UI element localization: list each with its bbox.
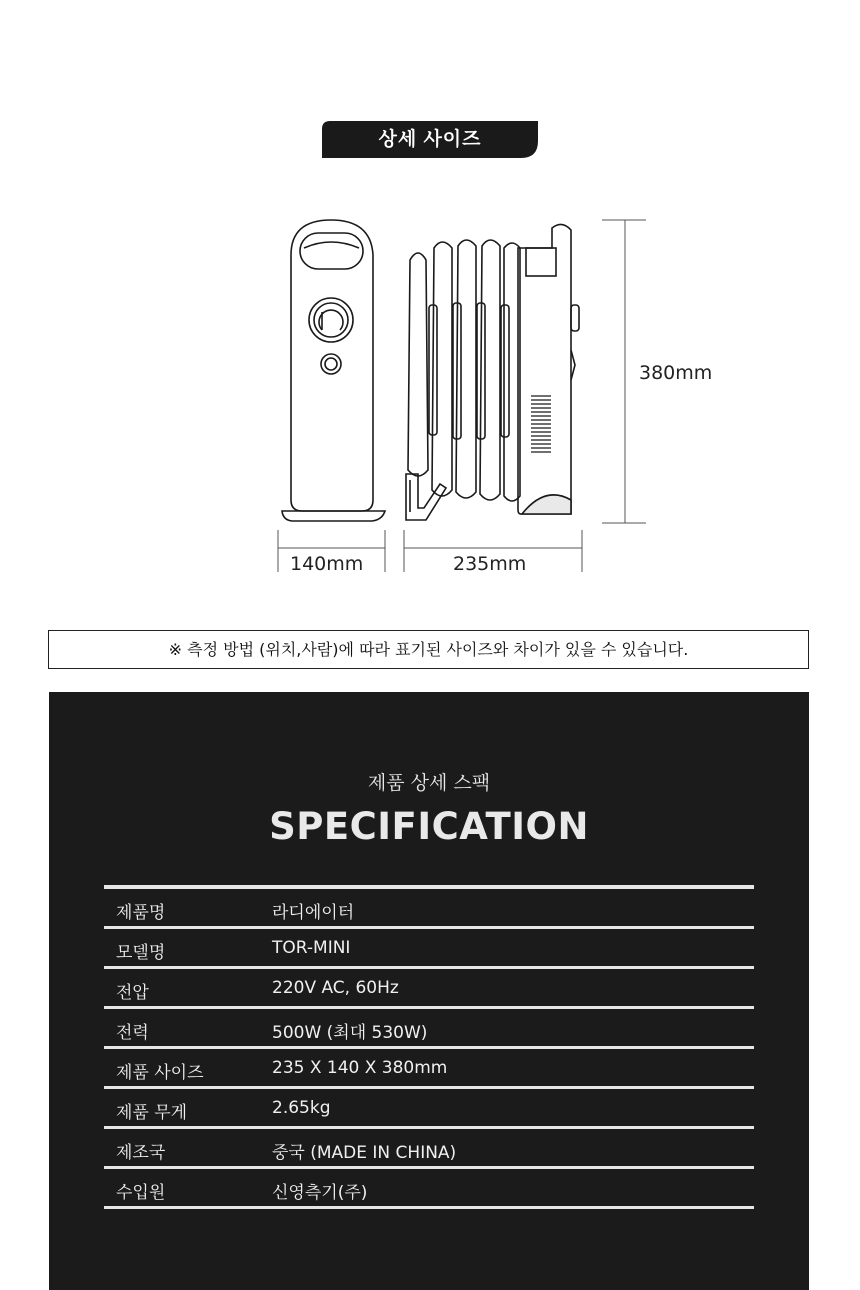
spec-value: 220V AC, 60Hz <box>272 978 399 998</box>
spec-row-power <box>104 1009 754 1049</box>
spec-row-product-name <box>104 889 754 929</box>
spec-row-weight <box>104 1089 754 1129</box>
spec-row-size <box>104 1049 754 1089</box>
spec-value: 500W (최대 530W) <box>272 1023 428 1043</box>
spec-key: 수입원 <box>116 1183 166 1203</box>
depth-dimension-label: 235mm <box>453 553 527 575</box>
front-view <box>282 220 385 521</box>
spec-value: 중국 (MADE IN CHINA) <box>272 1143 457 1163</box>
spec-value: 신영측기(주) <box>272 1183 368 1203</box>
spec-key: 제품 사이즈 <box>116 1063 204 1083</box>
spec-row-model <box>104 929 754 969</box>
height-dimension-label: 380mm <box>639 362 713 384</box>
section-badge <box>322 121 538 158</box>
side-view <box>406 224 579 520</box>
spec-table <box>104 885 754 1209</box>
spec-subtitle: 제품 상세 스팩 <box>367 772 491 794</box>
spec-panel <box>49 692 809 1290</box>
badge-label: 상세 사이즈 <box>378 129 482 150</box>
spec-key: 제품 무게 <box>116 1103 188 1123</box>
spec-value: 라디에이터 <box>272 903 355 923</box>
dimension-lines <box>278 220 646 572</box>
dial-knob <box>309 298 353 342</box>
vent-lines <box>531 396 551 452</box>
spec-value: TOR-MINI <box>272 938 351 958</box>
spec-key: 전압 <box>116 983 149 1003</box>
spec-value: 235 X 140 X 380mm <box>272 1058 448 1078</box>
spec-title: SPECIFICATION <box>269 805 589 848</box>
spec-value: 2.65kg <box>272 1098 331 1118</box>
spec-key: 제조국 <box>116 1143 166 1163</box>
spec-key: 전력 <box>116 1023 149 1043</box>
spec-key: 모델명 <box>116 943 166 963</box>
spec-row-voltage <box>104 969 754 1009</box>
spec-row-importer <box>104 1169 754 1209</box>
measurement-note: ※ 측정 방법 (위치,사람)에 따라 표기된 사이즈와 차이가 있을 수 있습니다. <box>48 630 809 669</box>
heater-diagram <box>0 200 860 580</box>
width-dimension-label: 140mm <box>290 553 364 575</box>
spec-key: 제품명 <box>116 903 166 923</box>
spec-row-origin <box>104 1129 754 1169</box>
